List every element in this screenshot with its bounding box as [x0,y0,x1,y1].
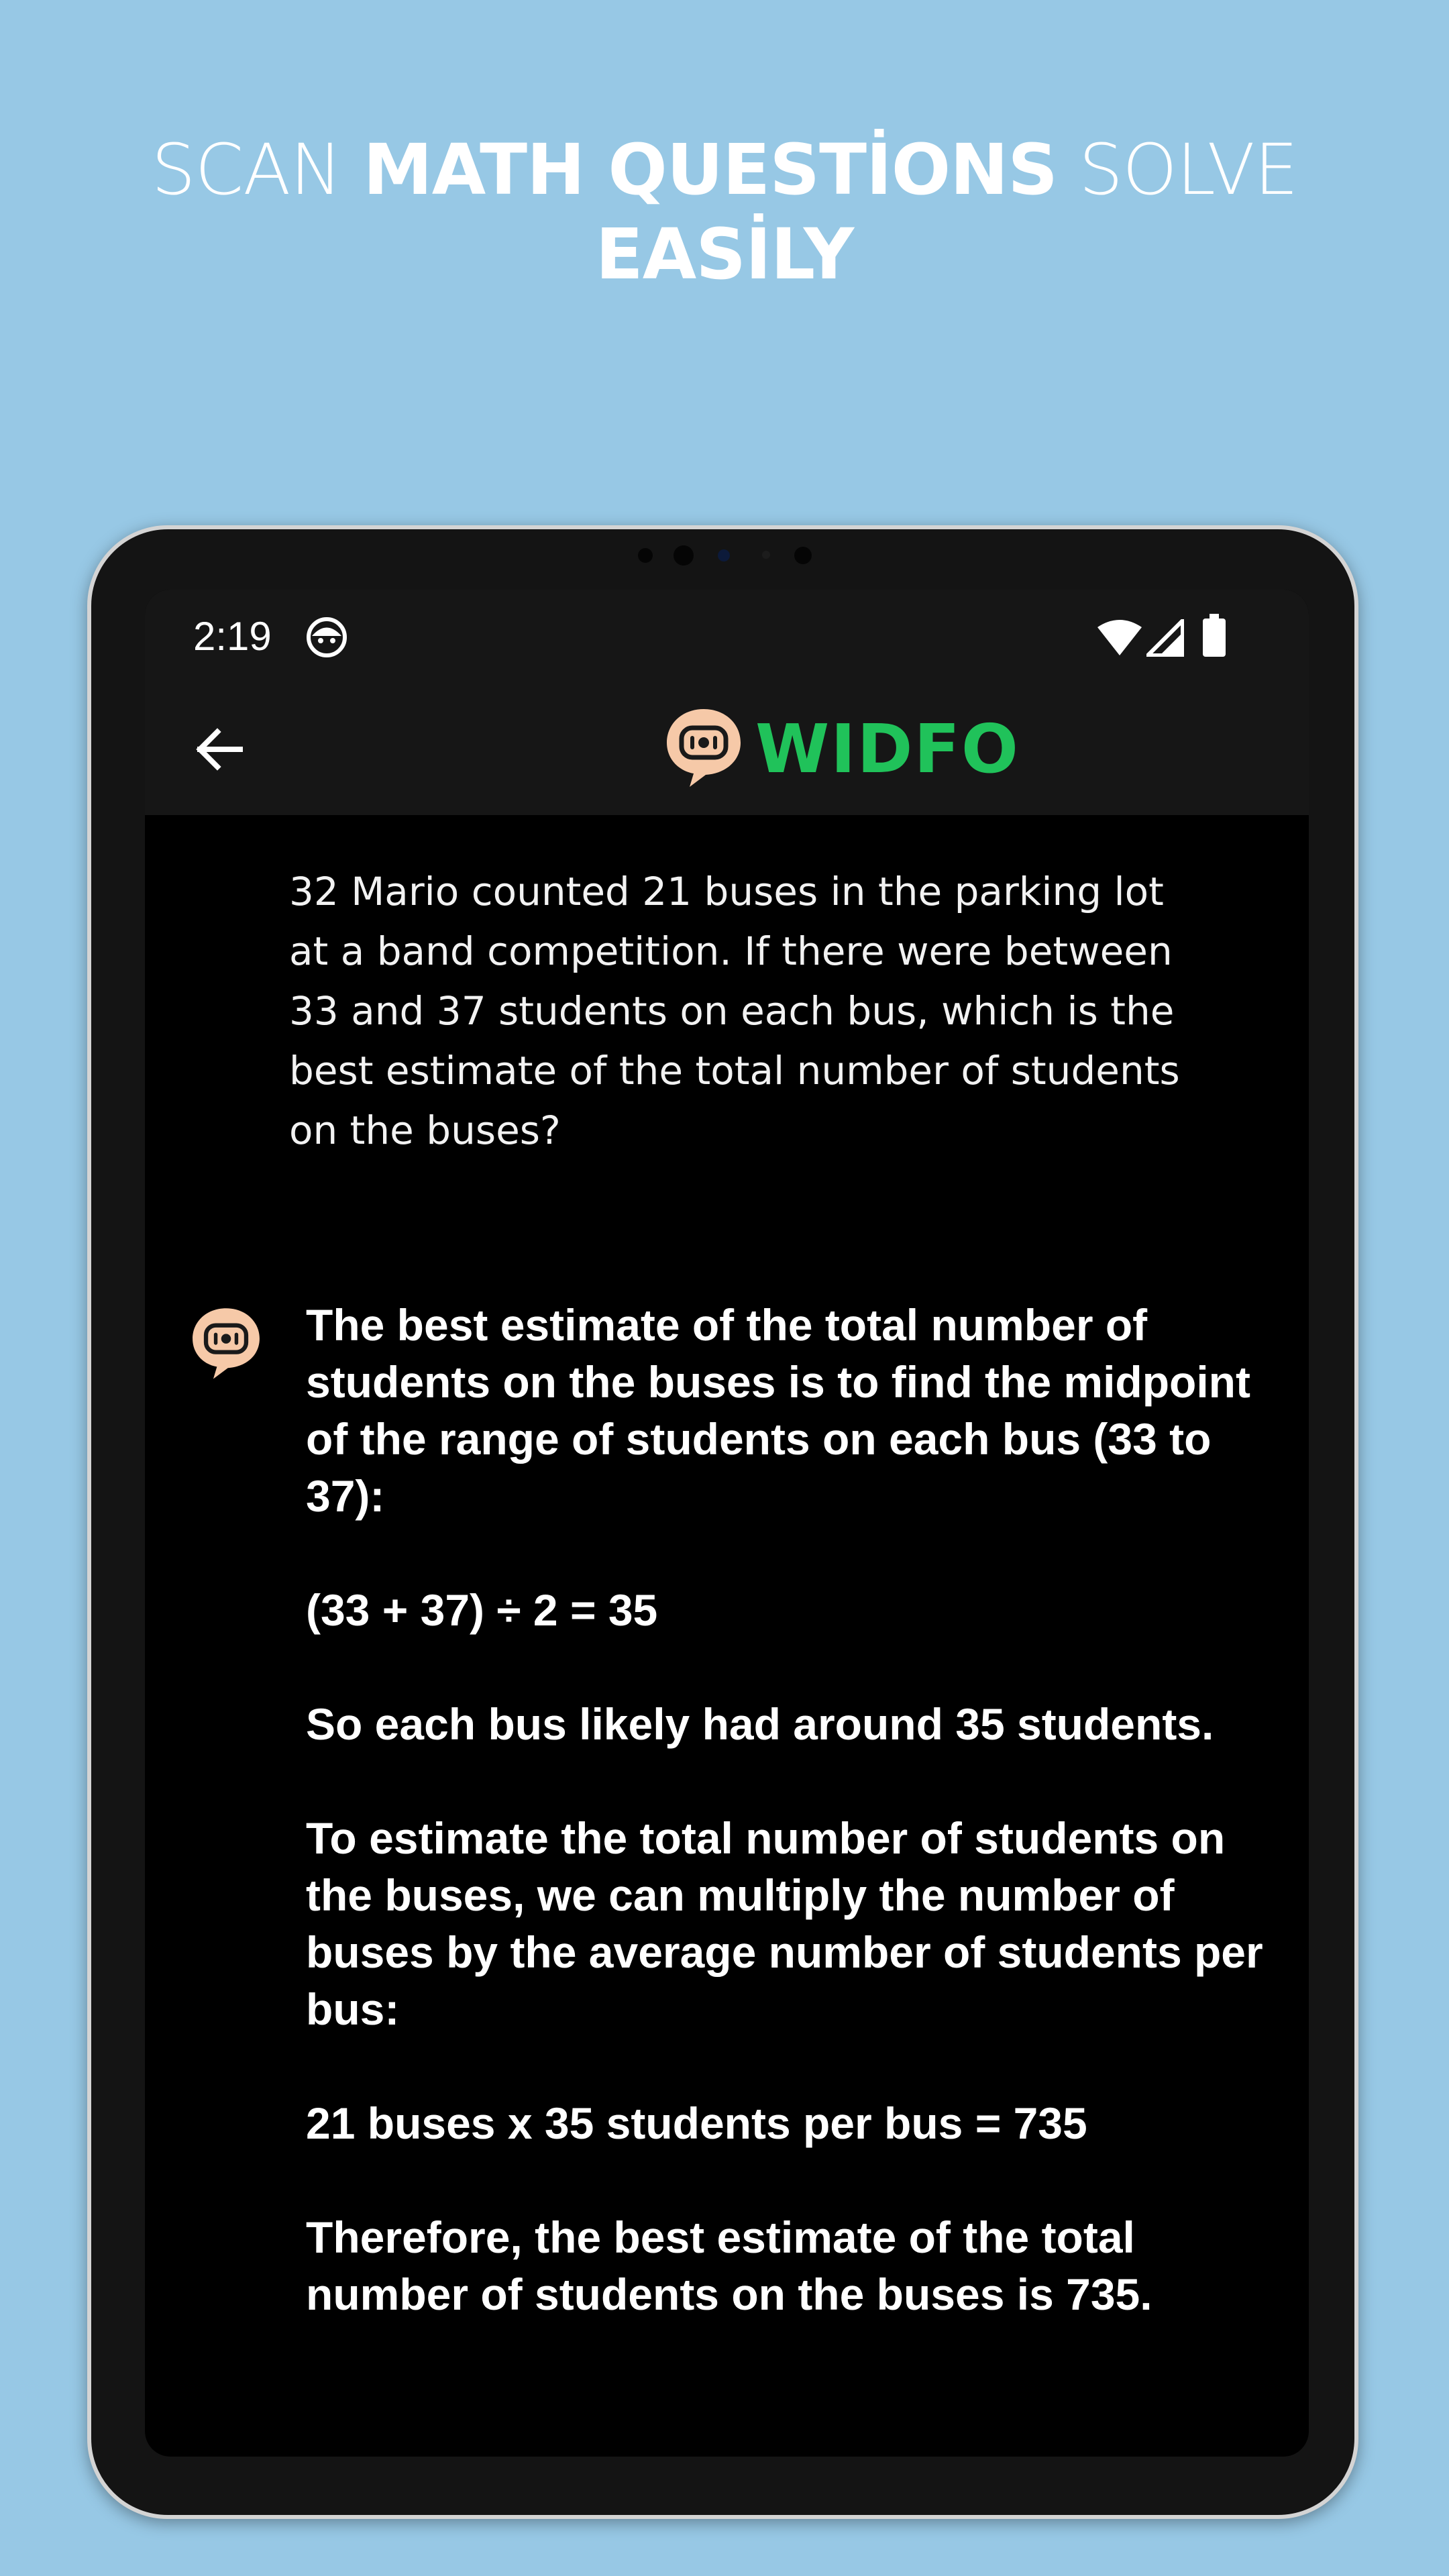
answer-paragraph: The best estimate of the total number of students on the buses is to find the midpoint of the range of students on each bus (33 to 37): [306,1300,1250,1521]
device-screen [145,590,1309,2457]
app-bar [145,684,1309,815]
answer-paragraph: So each bus likely had around 35 students. [306,1699,1214,1749]
camera-dot-icon [762,551,770,559]
wifi-icon [1097,619,1142,657]
answer-message [306,1297,1299,2323]
question-message: 32 Mario counted 21 buses in the parking lot at a band competition. If there were between 33 and 37 students on each bus, which is the best estimate of the total number of students on the buses? [289,869,1180,1153]
promo-headline [0,127,1449,297]
tablet-frame [87,525,1358,2519]
answer-paragraph: (33 + 37) ÷ 2 = 35 [306,1585,658,1635]
answer-paragraph: Therefore, the best estimate of the total number of students on the buses is 735. [306,2212,1152,2319]
widfo-logo-icon [660,704,747,791]
chat-content[interactable] [145,815,1309,2457]
headline-line-1: SCAN MATH QUESTİONS SOLVE [151,129,1298,211]
brand-name: WIDFO [755,710,1020,788]
status-bar [145,590,1309,684]
signal-icon [1146,619,1184,657]
answer-paragraph: To estimate the total number of students on the buses, we can multiply the number of buses by the average number of students per bus: [306,1813,1263,2034]
back-arrow-icon[interactable] [185,716,252,783]
camera-sensor-icon [718,549,730,561]
camera-lens-icon [674,545,694,566]
app-notification-icon [306,616,347,658]
answer-paragraph: 21 buses x 35 students per bus = 735 [306,2098,1087,2148]
battery-icon [1201,614,1227,658]
camera-dot-icon [638,548,653,563]
bot-avatar-icon [186,1303,266,1383]
camera-dot-icon [794,547,812,564]
status-time: 2:19 [193,614,272,659]
headline-line-2: EASİLY [595,213,854,295]
